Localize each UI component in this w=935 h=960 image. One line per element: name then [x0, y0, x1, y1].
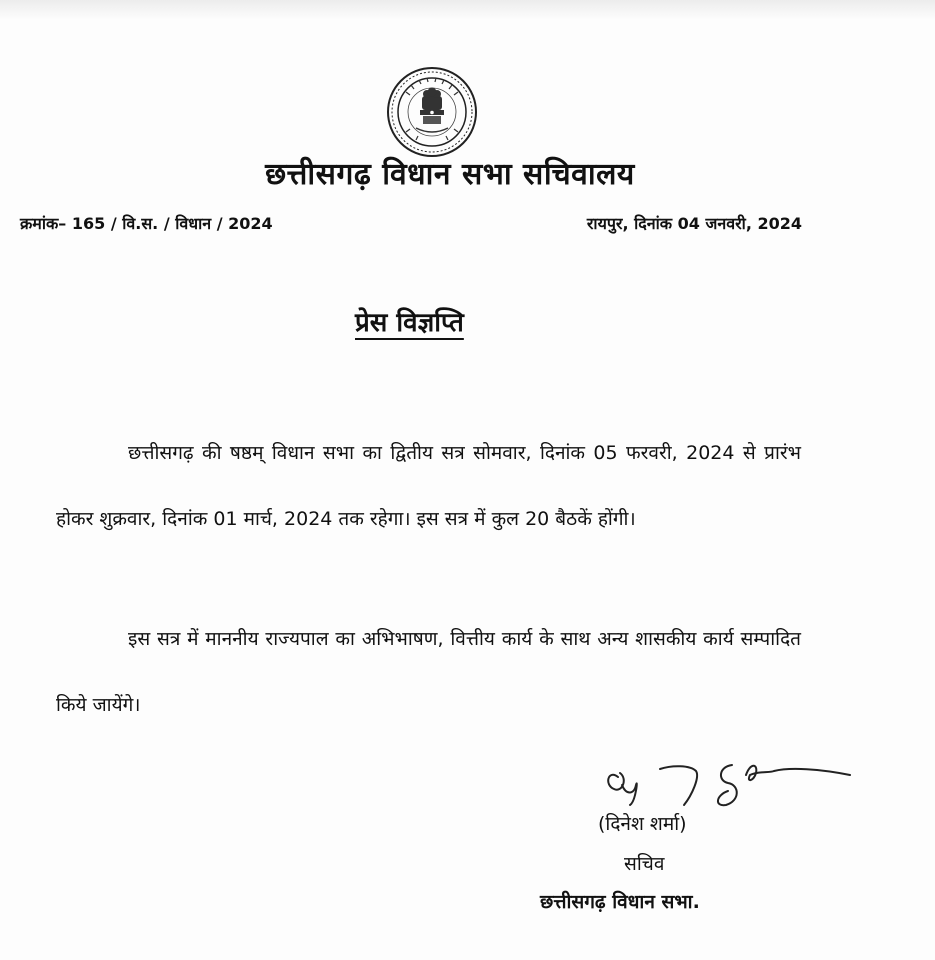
paragraph-1-text: छत्तीसगढ़ की षष्ठम् विधान सभा का द्वितीय सत्र सोमवार, दिनांक 05 फरवरी, 2024 से प्रारंभ होकर शुक्रवार, दिनांक 01 मार्च, 2024 तक रहेगा। इस सत्र में कुल 20 बैठकें होंगी।	[56, 442, 801, 530]
scan-edge-shadow	[0, 0, 935, 20]
place-and-date: रायपुर, दिनांक 04 जनवरी, 2024	[586, 214, 802, 233]
signatory-designation: सचिव	[624, 853, 665, 875]
handwritten-signature	[600, 755, 860, 815]
body-paragraph-1	[56, 420, 801, 552]
assembly-emblem-seal	[386, 66, 478, 158]
paragraph-2-text: इस सत्र में माननीय राज्यपाल का अभिभाषण, वित्तीय कार्य के साथ अन्य शासकीय कार्य सम्पादित किये जायेंगे।	[56, 628, 801, 716]
signatory-name: (दिनेश शर्मा)	[598, 813, 687, 835]
body-paragraph-2	[56, 606, 801, 738]
document-title: प्रेस विज्ञप्ति	[355, 308, 464, 338]
signatory-organization: छत्तीसगढ़ विधान सभा.	[540, 891, 700, 913]
reference-number: क्रमांक– 165 / वि.स. / विधान / 2024	[20, 214, 273, 233]
secretariat-heading: छत्तीसगढ़ विधान सभा सचिवालय	[265, 157, 635, 192]
